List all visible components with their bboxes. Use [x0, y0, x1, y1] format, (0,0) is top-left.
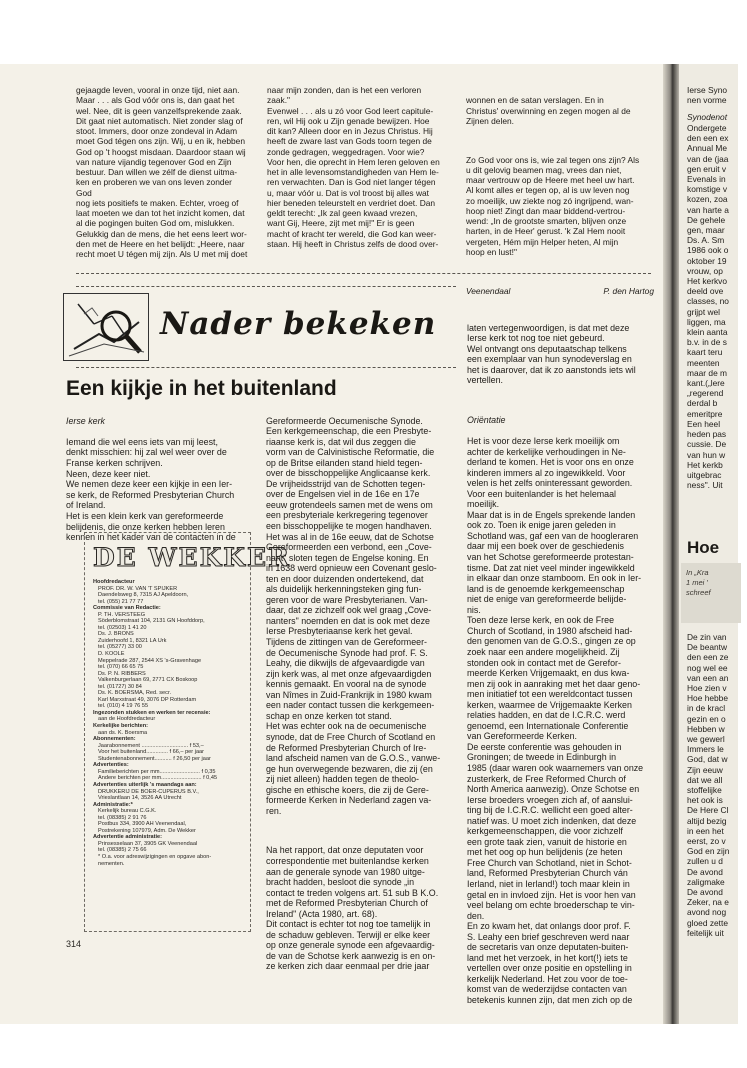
- masthead-line: tel. (08385) 2 75 66: [98, 847, 147, 854]
- masthead-line: D. KOOLE: [98, 651, 125, 658]
- section-title: Nader bekeken: [160, 306, 437, 342]
- divider-top: [76, 273, 651, 274]
- masthead-line: Studentenabonnement........... f 26,50 per jaar: [98, 755, 211, 762]
- masthead-line: tel. (070) 66 65 75: [98, 664, 144, 671]
- masthead-line: Jaarabonnement .............................. f 53,–: [98, 742, 204, 749]
- masthead-box: [84, 532, 291, 932]
- masthead-line: Hoofdredacteur: [93, 579, 135, 585]
- masthead-line: Prinsesselaan 37, 3905 GK Veenendaal: [98, 840, 198, 847]
- masthead-line: Commissie van Redactie:: [93, 605, 161, 612]
- article-headline: Een kijkje in het buitenland: [66, 377, 337, 400]
- signature-place: Veenendaal: [466, 285, 511, 296]
- right-page-subhead: Synodenot: [687, 112, 728, 122]
- magnifier-illustration-icon: [63, 293, 149, 361]
- masthead-line: Ds. J. BRONS: [98, 631, 134, 638]
- article-column-3-para-2: Het is voor deze Ierse kerk moeilijk om achter de kerkelijke verhoudingen in Ne- derland te komen. Het is voor ons en onze kinderen immers al zo ingewikkeld. Voor velen is het zelfs oninteressant geworden. Voor een buitenlander is het helemaal moeilijk. Maar dat is in de Engels sprekende landen ook zo. Toen ik enige jaren geleden in Schotland was, gaf een van de hoogleraren daar mij een boek over de geschiedenis van het Schotse gereformeerde protestan- tisme. Dat zat niet veel minder ingewikkeld in elkaar dan onze stamboom. En ook in Ier- land is de genoemde kerkgemeenschap niet de enige van gereformeerde belijde- nis. Toen deze Ierse kerk, en ook de Free Church of Scotland, in 1980 afscheid had- den genomen van de G.O.S., gingen ze op zoek naar een andere mogelijkheid. Zij stonden ook in contact met de Gerefor- meerde Kerken Vrijgemaakt, en dus kwa- men zij ook in aanraking met het daar geno- men initiatief tot een wereldcontact tussen kerken, waarmee de Vrijgemaakte Kerken relaties hadden, en dat de I.C.R.C. werd genoemd, een Internationale Conferentie van Gereformeerde Kerken. De eerste conferentie was gehouden in Groningen; de tweede in Edinburgh in 1985 (daar waren ook waarnemers van onze zusterkerk, de Free Reformed Church of North America aanwezig). Onze Schotse en Ierse broeders vroegen zich af, of aanslui- ting bij de I.C.R.C. wellicht een goed alter- natief was. U moet zich indenken, dat deze kerkgemeenschappen, die voor zichzelf een grote taak zien, vanuit de historie en met het oog op hun belijdenis (ze heten Free Church van Schotland, niet in Schot- land, Reformed Presbyterian Church ván Ierland, niet in Ierland!) toch maar klein in getal en in invloed zijn. Het is voor hen van veel belang om echte broederschap te vin- den. En zo kwam het, dat onlangs door prof. F. S. Leahy een brief geschreven werd naar de secretaris van onze deputaten-buiten- land met het verzoek, in het kort(!) iets te vertellen over onze positie en opstelling in kerkelijk Nederland. Het zou voor de toe- komst van de wederzijdse contacten van betekenis kunnen zijn, dat men zich op de: [467, 436, 644, 1005]
- masthead-line: tel. (08385) 2 91 76: [98, 814, 147, 821]
- top-column-3: [466, 85, 654, 335]
- right-page-top-text: Ierse Syno nen vorme: [687, 85, 728, 106]
- masthead-line: Söderblomstraat 104, 2131 GN Hoofddorp,: [98, 618, 205, 625]
- masthead-line: aan ds. K. Boersma: [98, 729, 148, 736]
- masthead-line: Advertentie administratie:: [93, 834, 163, 841]
- masthead-line: Valkenburgerlaan 69, 2771 CX Boskoop: [98, 677, 198, 684]
- article-column-2: [266, 405, 454, 972]
- article-column-1: [66, 405, 252, 543]
- masthead-line: Daendelsweg 8, 7315 AJ Apeldoorn,: [98, 592, 189, 599]
- article-column-3-para-1: laten vertegenwoordigen, is dat met deze Ierse kerk tot nog toe niet gebeurd. Wel ontvangt ons deputaatschap telkens een exemplaar van hun synodeverslag en het is daarover, dat ik zo aanstonds iets wil vertellen.: [467, 322, 636, 386]
- masthead-line: DRUKKERIJ DE BOER-CUPERUS B.V.,: [98, 788, 199, 795]
- masthead-line: Advertenties:: [93, 762, 129, 769]
- masthead-line: Vrieslantlaan 14, 3526 AA Utrecht: [98, 795, 182, 802]
- book-gutter: [663, 64, 679, 1024]
- magnifier-drawing: [64, 294, 148, 360]
- masthead-line: aan de Hoofdredacteur: [98, 716, 156, 723]
- masthead-line: tel. (010) 4 19 76 55: [98, 703, 149, 710]
- subhead-ierse-kerk: Ierse kerk: [66, 415, 105, 426]
- masthead-line: Ingezonden stukken en werken ter recensie:: [93, 709, 211, 716]
- masthead-line: tel. (02503) 1 41 20: [98, 624, 147, 631]
- masthead-line: * O.a. voor adreswijzigingen en opgave abon-: [98, 853, 212, 860]
- masthead-line: Kerkelijke berichten:: [93, 723, 149, 730]
- subhead-orientatie: Oriëntatie: [467, 414, 506, 425]
- top-column-2: naar mijn zonden, dan is het een verloren zaak." Evenwel . . . als u zó voor God leert capitule- ren, wil Hij ook u Zijn genade bewijzen. Hoe dit kan? Alleen door en in Jezus Christus. Hij heeft de zware last van Gods toorn tegen de zonde gedragen, weggedragen. Voor wie? Voor hen, die oprecht in Hem leren geloven en het in alle levensomstandigheden van Hem le- ren verwachten. Dan is God niet langer tégen u, maar vóór u. Dat is vol troost bij alles wat hier beneden teleurstelt en verdriet doet. Dan geldt terecht: „Ik zal geen kwaad vrezen, want Gij, Heere, zijt met mij!" Er is geen macht of kracht ter wereld, die God kan weer- staan. Hij heeft in Christus zelfs de dood over-: [267, 85, 440, 249]
- masthead-line: Abonnementen:: [93, 736, 136, 743]
- masthead-line: tel. (055) 21 77 77: [98, 598, 144, 605]
- right-page-bottom-text: De zin van De beantw den een ze nog wel ee van een an Hoe zien v Hoe hebbe in de kracl gezin en o Hebben w we gewerl Immers le God, dat w Zijn eeuw dat we all stoffelijke het ook is De Here Cl altijd bezig in een het eerst, zo v God en zijn zullen u d De avond zaligmake De avond Zeker, na e avond nog gloed zette feitelijk uit: [687, 632, 730, 938]
- right-page-note: In „Kra 1 mei ' schreef: [686, 568, 711, 597]
- top-column-3-para-1: wonnen en de satan verslagen. En in Christus' overwinning en zegen mogen al de Zijnen delen.: [466, 95, 631, 126]
- divider-banner-top: [76, 286, 456, 287]
- masthead-line: Ds. K. BOERSMA, Red. secr.: [98, 690, 172, 697]
- masthead-line: Meppelrade 287, 2544 XS 's-Gravenhage: [98, 657, 202, 664]
- section-banner: [62, 291, 458, 364]
- right-page-heading: Hoe: [687, 538, 720, 557]
- masthead-line: Advertenties uiterlijk 's maandags aan:: [93, 781, 197, 788]
- masthead-line: Postbus 334, 3900 AH Veenendaal,: [98, 821, 187, 828]
- masthead-line: Postrekening 107979, Adm. De Wekker: [98, 827, 196, 834]
- masthead-line: Kerkelijk bureau C.G.K.: [98, 808, 157, 815]
- masthead-line: Administratie:*: [93, 801, 133, 808]
- masthead-line: Ds. P. N. RIBBERS: [98, 670, 146, 677]
- masthead-line: Familieberichten per mm.......................... f 0,35: [98, 768, 216, 775]
- masthead-line: Andere berichten per mm.......................... f 0,45: [98, 775, 218, 782]
- article-column-1-text: Iemand die wel eens iets van mij leest, denkt misschien: hij zal wel weer over de Franse kerken schrijven. Neen, deze keer niet. We nemen deze keer een kijkje in een Ier- se kerk, de Reformed Presbyterian Church of Ireland. Het is een klein kerk van gereformeerde belijdenis, die onze kerken hebben leren kennen in het kader van de contacten in de: [66, 436, 236, 543]
- article-column-2-para-2: Na het rapport, dat onze deputaten voor correspondentie met buitenlandse kerken aan de generale synode van 1980 uitge- bracht hadden, besloot die synode „in contact te treden volgens art. 51 sub B K.O. met de Reformed Presbyterian Church of Ireland" (Acta 1980, art. 68). Dit contact is echter tot nog toe tamelijk in de schaduw gebleven. Terwijl er elke keer op onze generale synode een afgevaardig- de van de Schotse kerk aanwezig is en on- ze kerken zich daar eenmaal per drie jaar: [266, 845, 439, 972]
- masthead-line: Karl Marxstraat 49, 3076 DP Rotterdam: [98, 696, 197, 703]
- divider-banner-bottom: [76, 367, 456, 368]
- masthead-line: Voor het buitenland.............. f 66,– per jaar: [98, 749, 205, 756]
- masthead-line: PROF. DR. W. VAN 'T SPIJKER: [98, 585, 178, 592]
- masthead-line: P. TH. VERSTEEG: [98, 611, 146, 618]
- top-column-3-para-2: Zo God voor ons is, wie zal tegen ons zijn? Als u dit gelovig beamen mag, vrees dan niet, maar vertrouw op de Heere met heel uw hart. Al komt alles er tegen op, al is uw leven nog zo moeilijk, uw ziekte nog zó ingrijpend, wan- hoop niet! Zingt dan maar biddend-vertrou- wend: „In de grootste smarten, blijven onze harten, in de Heer' gerust. 'k Zal Hem nooit vergeten, Hém mijn Helper heten, Al mijn hoop en lust!": [466, 154, 640, 257]
- article-column-3: [467, 312, 657, 1005]
- masthead-line: nementen.: [98, 860, 125, 867]
- masthead-line: tel. (05277) 33 00: [98, 644, 142, 651]
- signature-author: P. den Hartog: [603, 285, 654, 296]
- article-column-2-para-1: Gereformeerde Oecumenische Synode. Een kerkgemeenschap, die een Presbyte- riaanse kerk is, dat wil dus zeggen die vorm van de Calvinistische Reformatie, die op de Britse eilanden stand hield tegen- over de bisschoppelijke Anglicaanse kerk. De vrijheidsstrijd van de Schotten tegen- over de Engelsen viel in de 16e en 17e eeuw grotendeels samen met de wens om een presbyteriale kerkregering tegenover een bisschoppelijke te mogen handhaven. Het was al in de 16e eeuw, dat de Schotse Gereformeerden een verbond, een „Cove- nant" sloten tegen de Engelse koning. En in 1638 werd opnieuw een Covenant geslo- ten en door duizenden ondertekend, dat als duidelijk herkenningsteken ging fun- geren voor de ware Presbyterianen. Van- daar, dat ze zichzelf ook wel graag „Cove- nanters" noemden en dat is ook met deze Ierse Presbyteriaanse kerk het geval. Tijdens de zittingen van de Gereformeer- de Oecumenische Synode had prof. F. S. Leahy, die dikwijls de afgevaardigde van zijn kerk was, al met onze afgevaardigden kennis gemaakt. En vooral na de synode van Nîmes in Zuid-Frankrijk in 1980 kwam een nader contact tussen die kerkgemeen- schap en onze kerken tot stand. Het was echter ook na de oecumenische synode, dat de Free Church of Scotland en de Reformed Presbyterian Church of Ire- land afscheid namen van de G.O.S., vanwe- ge hun overwegende bezwaren, die zij (en zij niet alleen) hadden tegen de theolo- gische en ethische koers, die zij de Gere- formeerde Kerken in Nederland zagen va- ren.: [266, 415, 441, 816]
- masthead-logo: DE WEKKER: [93, 543, 291, 572]
- signature: [466, 286, 654, 296]
- right-page-middle-text: Ondergete den een ex Annual Me van de (jaa gen eruit v Evenals in komstige v kozen, zoa van harte a De gehele gen, maar Ds. A. Sm 1986 ook o oktober 19 vrouw, op Het kerkvo deeld ove classes, no grijpt wel liggen, ma klein aanta b.v. in de s kaart teru meenten maar de m kant.(„lere „regerend derdal b emeritpre Een heel heden pas cussie. De van hun w Het kerkb uitgebrac ness". Uit: [687, 123, 729, 491]
- page-number: 314: [66, 939, 82, 949]
- top-column-1: gejaagde leven, vooral in onze tijd, niet aan. Maar . . . als God vóór ons is, dan gaat het wel. Nee, dit is geen vanzelfsprekende zaak. Dit gaat niet automatisch. Niet zonder slag of stoot. Immers, door onze zondeval in Adam moet God tégen ons zijn. Wij, u en ik, hebben God op 't hoogst misdaan. Daardoor staan wij van nature vijandig tegenover God en Zijn bestuur. Dan willen we zélf de dienst uitma- ken en proberen we van ons leven zonder God nog iets positiefs te maken. Echter, vroeg of laat moeten we dan tot het inzicht komen, dat al die pogingen buiten God om, mislukken. Gelukkig dan de mens, die het eens leert wor- den met de Heere en het belijdt: „Heere, naar recht moet U tégen mij zijn. Als U met mij doet: [76, 85, 248, 259]
- masthead-line: Zuiderhoofd 1, 8321 LA Urk: [98, 637, 167, 644]
- masthead-line: tel. (01727) 30 84: [98, 683, 142, 690]
- masthead-colophon: [93, 579, 249, 867]
